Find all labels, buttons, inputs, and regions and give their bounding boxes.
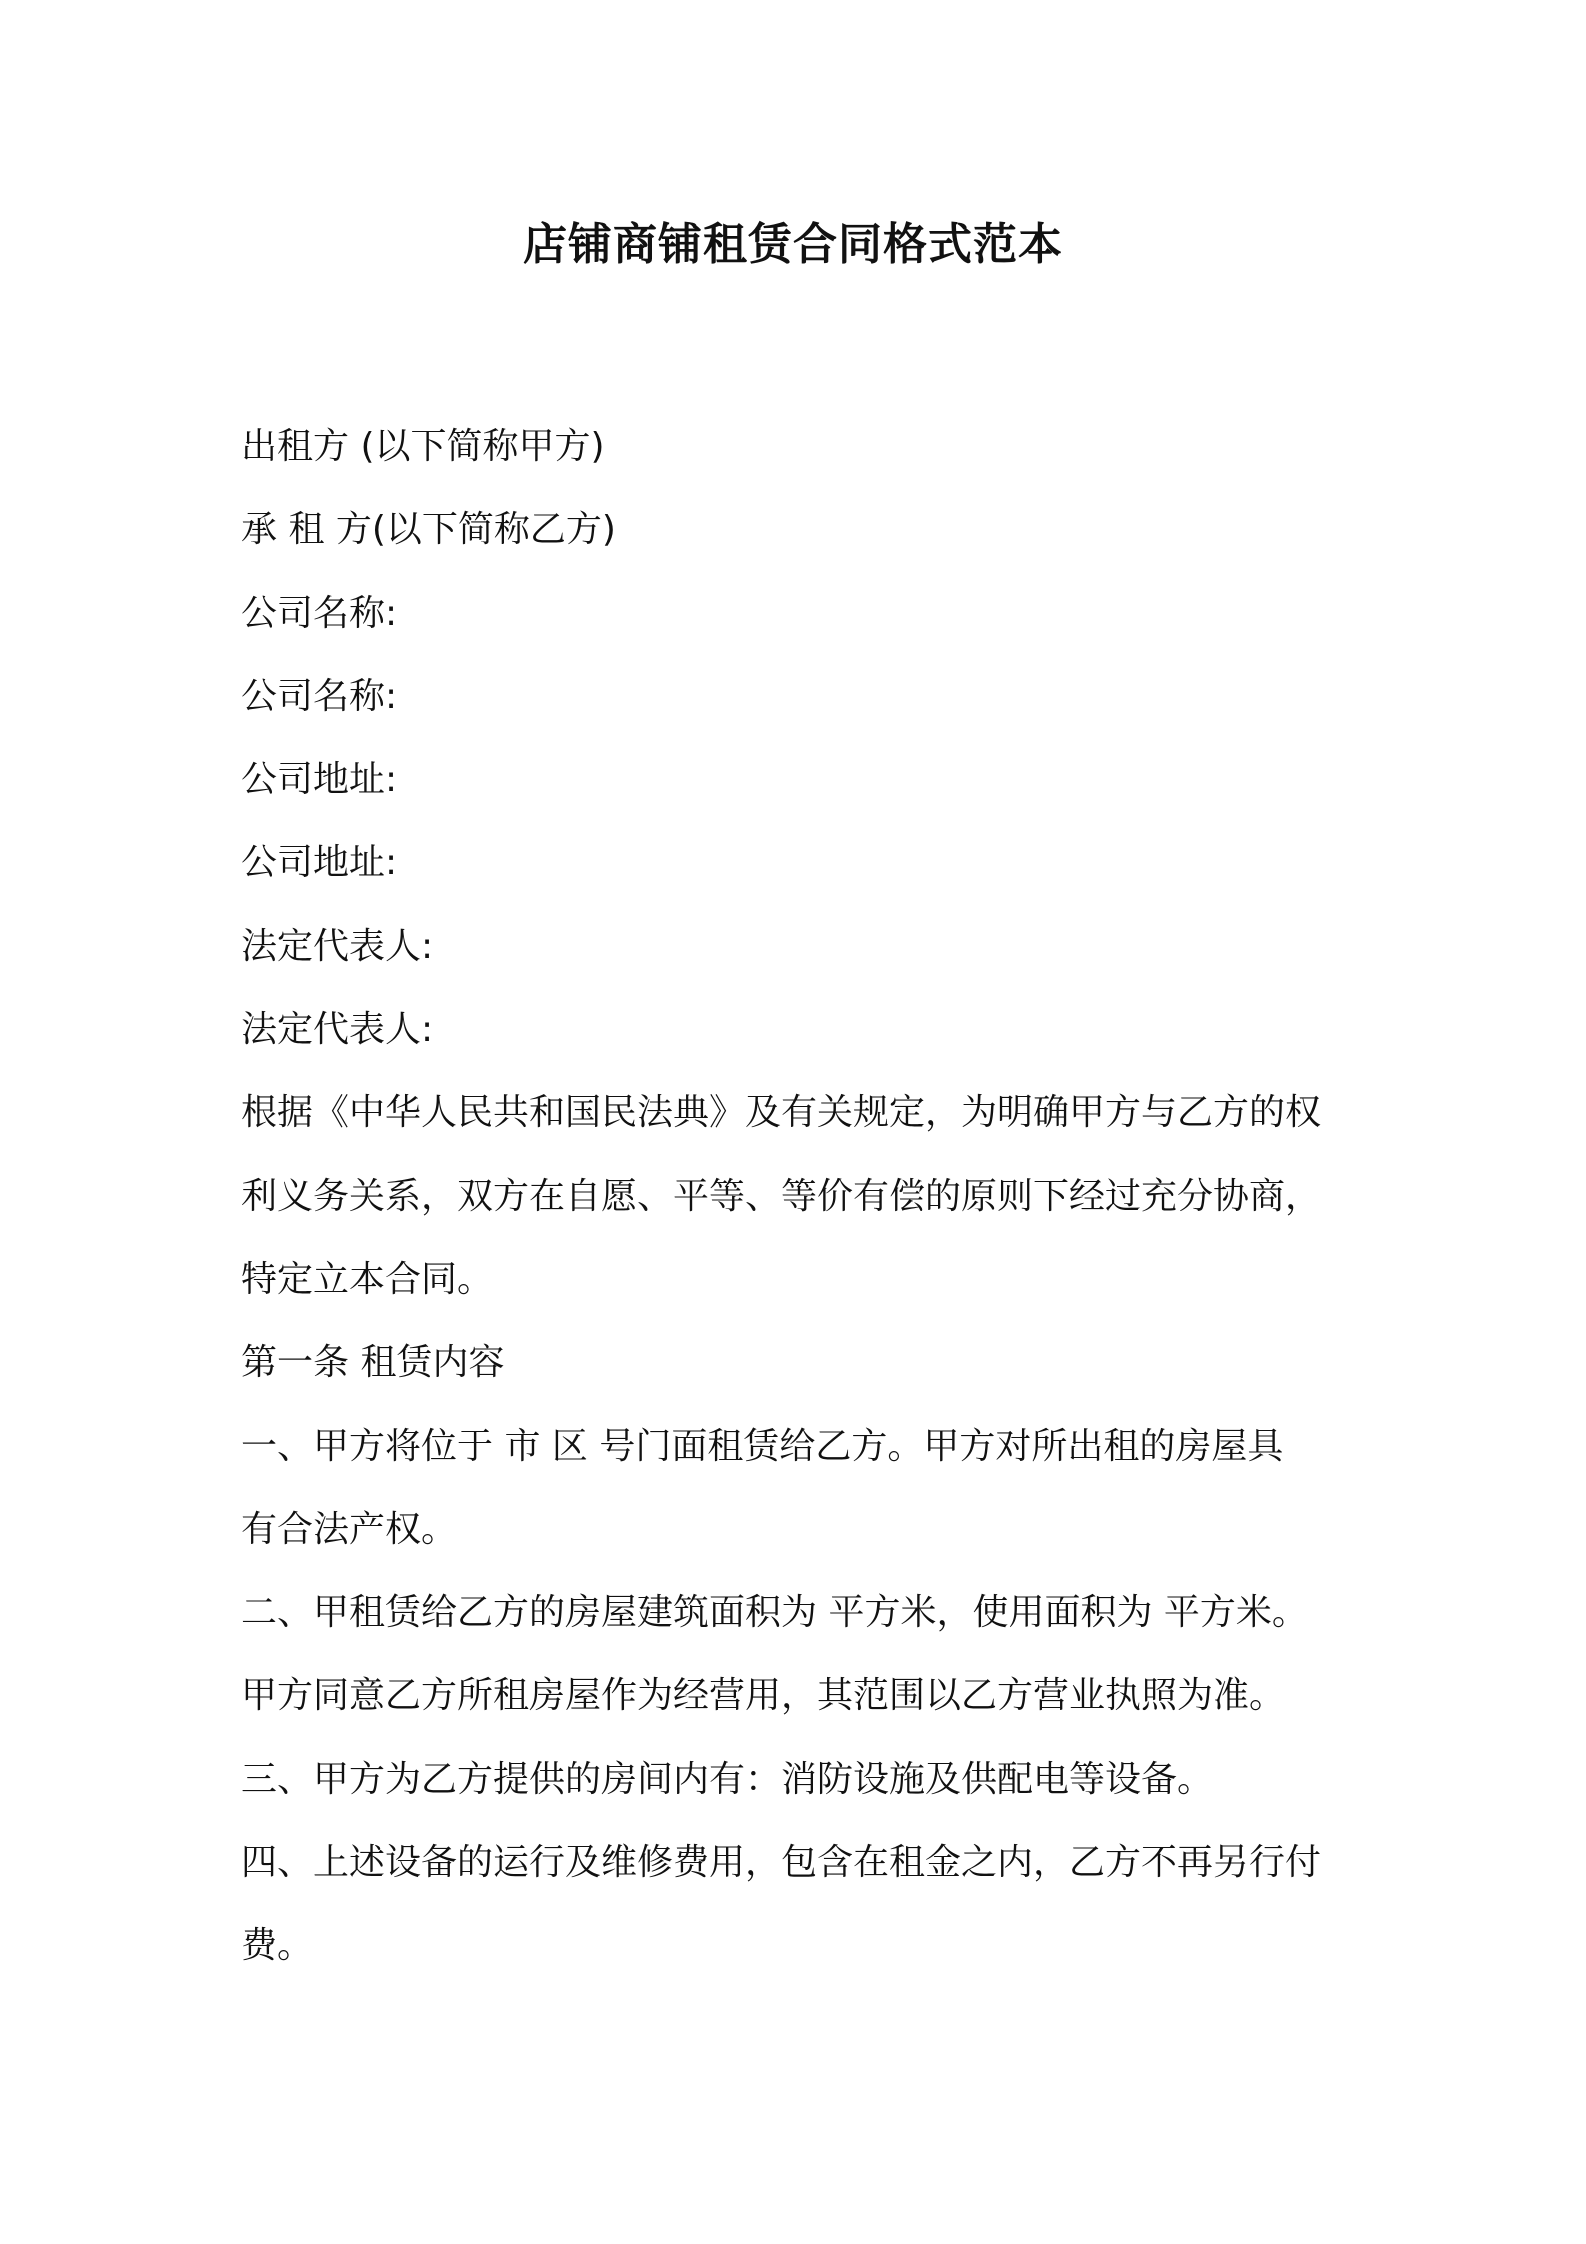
- legal-representative-b: 法定代表人:: [241, 1009, 434, 1051]
- clause-2-line-1: 二、甲租赁给乙方的房屋建筑面积为 平方米，使用面积为 平方米。: [241, 1592, 1308, 1634]
- clause-2-line-2: 甲方同意乙方所租房屋作为经营用，其范围以乙方营业执照为准。: [241, 1675, 1286, 1717]
- preamble-line-3: 特定立本合同。: [241, 1258, 494, 1300]
- clause-4-line-1: 四、上述设备的运行及维修费用，包含在租金之内，乙方不再另行付: [241, 1842, 1322, 1884]
- article-1-heading: 第一条 租赁内容: [241, 1342, 505, 1384]
- company-address-a: 公司地址:: [241, 759, 398, 801]
- clause-3: 三、甲方为乙方提供的房间内有：消防设施及供配电等设备。: [241, 1758, 1214, 1800]
- company-name-a: 公司名称:: [241, 592, 398, 634]
- company-address-b: 公司地址:: [241, 842, 398, 884]
- clause-1-line-1: 一、甲方将位于 市 区 号门面租赁给乙方。甲方对所出租的房屋具: [241, 1425, 1284, 1467]
- company-name-b: 公司名称:: [241, 675, 398, 717]
- clause-4-line-2: 费。: [241, 1925, 314, 1967]
- preamble-line-1: 根据《中华人民共和国民法典》及有关规定，为明确甲方与乙方的权: [241, 1092, 1322, 1134]
- document-title: 店铺商铺租赁合同格式范本: [523, 219, 1063, 270]
- clause-1-line-2: 有合法产权。: [241, 1508, 458, 1550]
- party-b-label: 承 租 方(以下简称乙方): [241, 509, 616, 551]
- legal-representative-a: 法定代表人:: [241, 925, 434, 967]
- party-a-label: 出租方 (以下简称甲方): [241, 426, 605, 467]
- document-body: [241, 405, 1361, 1988]
- preamble-line-2: 利义务关系，双方在自愿、平等、等价有偿的原则下经过充分协商，: [241, 1175, 1322, 1217]
